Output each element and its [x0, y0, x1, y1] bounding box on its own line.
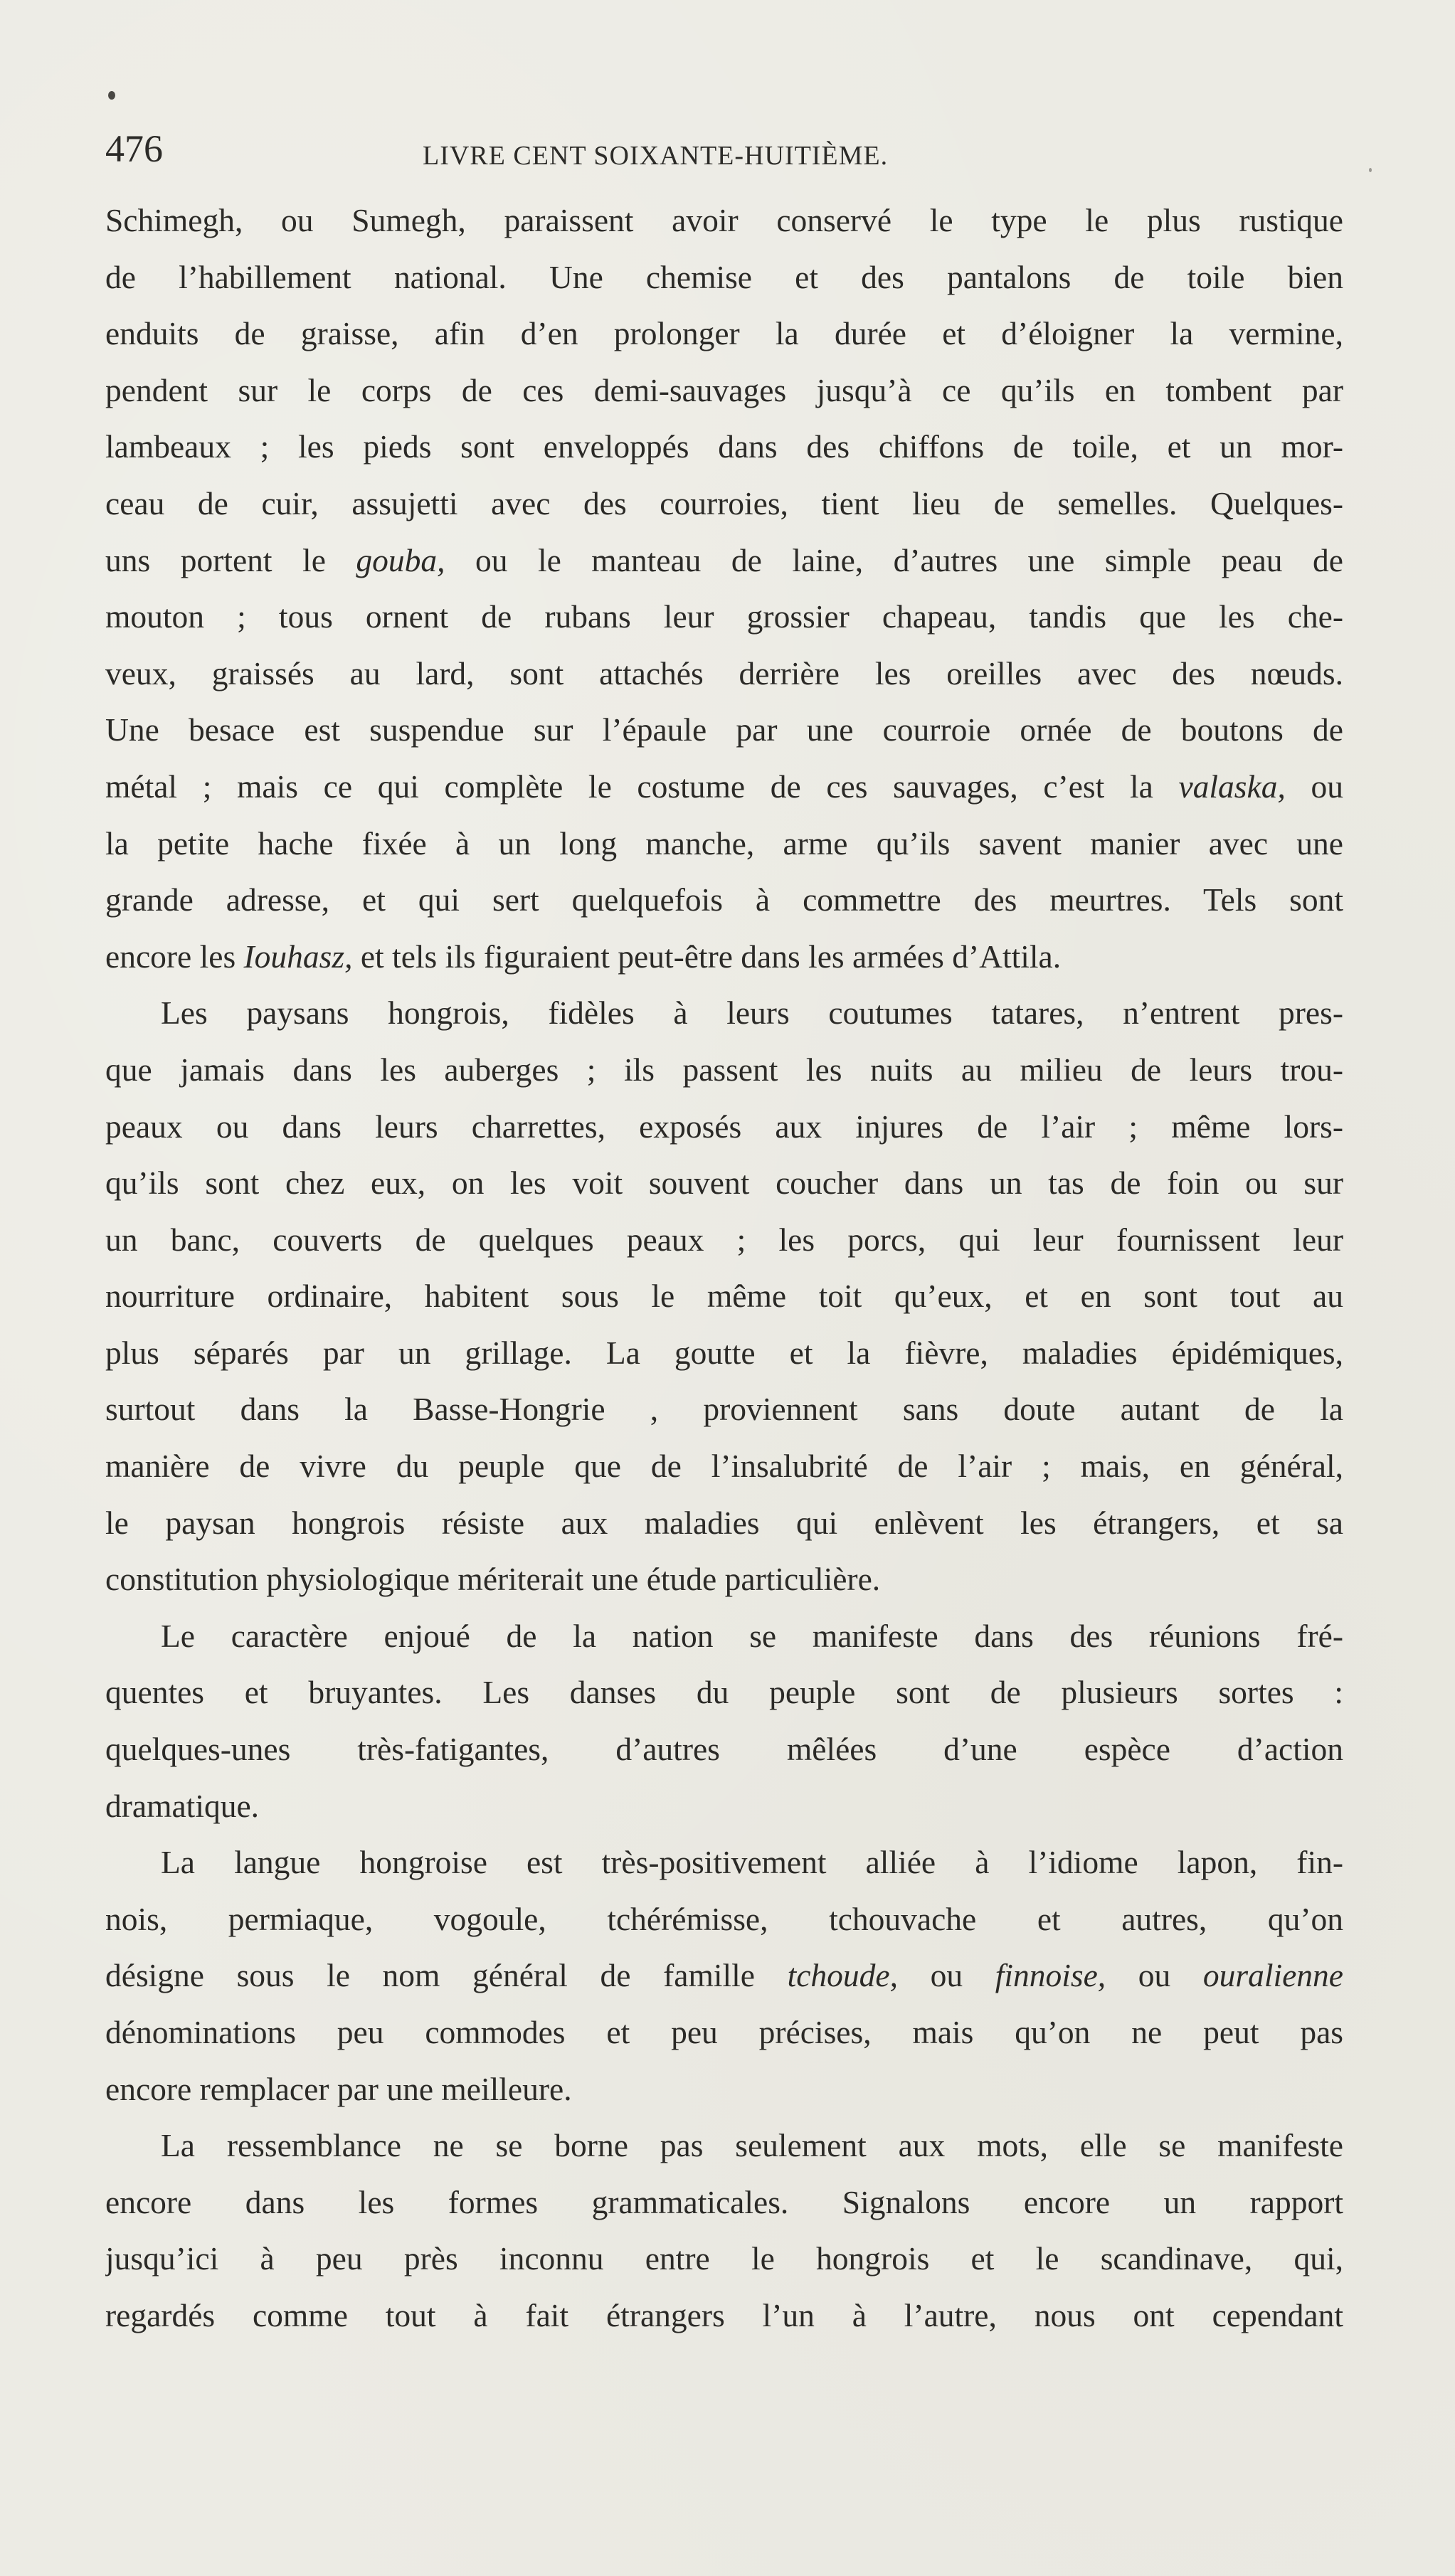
text-segment: ou — [1285, 768, 1343, 805]
text-segment: dramatique. — [105, 1787, 260, 1824]
text-line — [105, 2004, 1343, 2061]
text-line — [105, 588, 1343, 645]
text-segment: quentes et bruyantes. Les danses du peuple sont de plusieurs sortes : — [105, 1674, 1343, 1711]
text-line — [105, 2230, 1343, 2287]
text-segment: ou — [897, 1957, 995, 1994]
italic-term: tchoude, — [787, 1957, 898, 1994]
text-line — [105, 1212, 1343, 1268]
running-title: LIVRE CENT SOIXANTE-HUITIÈME. — [423, 141, 889, 171]
text-line — [105, 362, 1343, 419]
text-segment: et tels ils figuraient peut-être dans les armées d’Attila. — [352, 938, 1062, 975]
italic-term: gouba, — [356, 541, 445, 578]
italic-term: Iouhasz, — [243, 938, 353, 975]
text-segment: encore dans les formes grammaticales. Signalons encore un rapport — [105, 2183, 1343, 2220]
text-segment: Schimegh, ou Sumegh, paraissent avoir conservé le type le plus rustique — [105, 202, 1343, 238]
text-line — [105, 1268, 1343, 1325]
text-line — [105, 305, 1343, 362]
text-segment: Une besace est suspendue sur l’épaule par une courroie ornée de boutons de — [105, 711, 1343, 748]
text-segment: encore les — [105, 938, 244, 975]
text-line — [105, 928, 1343, 985]
text-line — [105, 1155, 1343, 1212]
text-segment: nourriture ordinaire, habitent sous le même toit qu’eux, et en sont tout au — [105, 1278, 1343, 1315]
text-segment: pendent sur le corps de ces demi-sauvages jusqu’à ce qu’ils en tombent par — [105, 371, 1343, 408]
text-segment: La langue hongroise est très-positivement alliée à l’idiome lapon, fin- — [161, 1844, 1343, 1881]
text-line — [105, 1381, 1343, 1438]
text-segment: un banc, couverts de quelques peaux ; les porcs, qui leur fournissent leur — [105, 1221, 1343, 1258]
text-segment: dénominations peu commodes et peu précises, mais qu’on ne peut pas — [105, 2014, 1343, 2050]
text-line — [105, 1947, 1343, 2004]
text-segment: uns portent le — [105, 541, 356, 578]
text-line — [105, 815, 1343, 872]
text-segment: plus séparés par un grillage. La goutte et la fièvre, maladies épidémiques, — [105, 1334, 1343, 1371]
text-segment: surtout dans la Basse-Hongrie , proviennent sans doute autant de la — [105, 1391, 1343, 1428]
text-line — [105, 249, 1343, 306]
text-line — [105, 1495, 1343, 1552]
text-segment: quelques-unes très-fatigantes, d’autres mêlées d’une espèce d’action — [105, 1731, 1343, 1768]
text-line — [105, 871, 1343, 928]
text-line — [105, 1608, 1343, 1665]
text-line — [105, 985, 1343, 1041]
text-line — [105, 758, 1343, 815]
italic-term: ouralienne — [1202, 1957, 1343, 1994]
text-line — [105, 532, 1343, 589]
text-segment: désigne sous le nom général de famille — [105, 1957, 788, 1994]
text-segment: Les paysans hongrois, fidèles à leurs coutumes tatares, n’entrent pres- — [161, 995, 1343, 1032]
text-segment: ou — [1106, 1957, 1203, 1994]
text-line — [105, 475, 1343, 532]
text-line — [105, 2117, 1343, 2174]
text-segment: peaux ou dans leurs charrettes, exposés aux injures de l’air ; même lors- — [105, 1108, 1343, 1145]
text-line — [105, 1891, 1343, 1948]
text-line — [105, 1778, 1343, 1835]
text-segment: encore remplacer par une meilleure. — [105, 2070, 572, 2107]
text-line — [105, 1551, 1343, 1608]
text-line — [105, 2174, 1343, 2231]
text-line — [105, 1834, 1343, 1891]
ink-speck — [108, 91, 115, 100]
text-segment: nois, permiaque, vogoule, tchérémisse, tchouvache et autres, qu’on — [105, 1900, 1343, 1937]
body-text — [105, 192, 1343, 2344]
italic-term: finnoise, — [995, 1957, 1106, 1994]
text-segment: que jamais dans les auberges ; ils passent les nuits au milieu de leurs trou- — [105, 1051, 1343, 1088]
text-line — [105, 418, 1343, 475]
text-segment: manière de vivre du peuple que de l’insalubrité de l’air ; mais, en général, — [105, 1448, 1343, 1485]
text-segment: regardés comme tout à fait étrangers l’un à l’autre, nous ont cependant — [105, 2296, 1343, 2333]
text-segment: jusqu’ici à peu près inconnu entre le hongrois et le scandinave, qui, — [105, 2240, 1343, 2277]
text-line — [105, 1721, 1343, 1778]
text-segment: Le caractère enjoué de la nation se manifeste dans des réunions fré- — [161, 1617, 1343, 1654]
text-line — [105, 645, 1343, 702]
text-segment: de l’habillement national. Une chemise et des pantalons de toile bien — [105, 258, 1343, 295]
ink-speck — [1369, 168, 1372, 172]
text-line — [105, 192, 1343, 249]
text-segment: enduits de graisse, afin d’en prolonger la durée et d’éloigner la vermine, — [105, 315, 1343, 352]
text-line — [105, 1041, 1343, 1098]
text-segment: qu’ils sont chez eux, on les voit souvent coucher dans un tas de foin ou sur — [105, 1165, 1343, 1202]
text-segment: mouton ; tous ornent de rubans leur grossier chapeau, tandis que les che- — [105, 598, 1343, 635]
page-number: 476 — [105, 127, 163, 170]
text-line — [105, 1325, 1343, 1382]
text-segment: ceau de cuir, assujetti avec des courroies, tient lieu de semelles. Quelques- — [105, 484, 1343, 521]
text-line — [105, 2287, 1343, 2344]
text-segment: ou le manteau de laine, d’autres une simple peau de — [445, 541, 1343, 578]
text-segment: lambeaux ; les pieds sont enveloppés dans des chiffons de toile, et un mor- — [105, 428, 1343, 465]
text-line — [105, 701, 1343, 758]
text-segment: La ressemblance ne se borne pas seulement aux mots, elle se manifeste — [161, 2127, 1343, 2164]
text-segment: la petite hache fixée à un long manche, arme qu’ils savent manier avec une — [105, 825, 1343, 862]
text-line — [105, 1664, 1343, 1721]
running-head — [105, 129, 1343, 179]
text-segment: métal ; mais ce qui complète le costume de ces sauvages, c’est la — [105, 768, 1179, 805]
text-line — [105, 2061, 1343, 2118]
text-segment: le paysan hongrois résiste aux maladies qui enlèvent les étrangers, et sa — [105, 1504, 1343, 1541]
text-segment: constitution physiologique mériterait une étude particulière. — [105, 1561, 881, 1598]
text-segment: veux, graissés au lard, sont attachés derrière les oreilles avec des nœuds. — [105, 654, 1343, 691]
text-segment: grande adresse, et qui sert quelquefois à commettre des meurtres. Tels sont — [105, 881, 1343, 918]
italic-term: valaska, — [1178, 768, 1286, 805]
text-line — [105, 1098, 1343, 1155]
text-line — [105, 1438, 1343, 1495]
